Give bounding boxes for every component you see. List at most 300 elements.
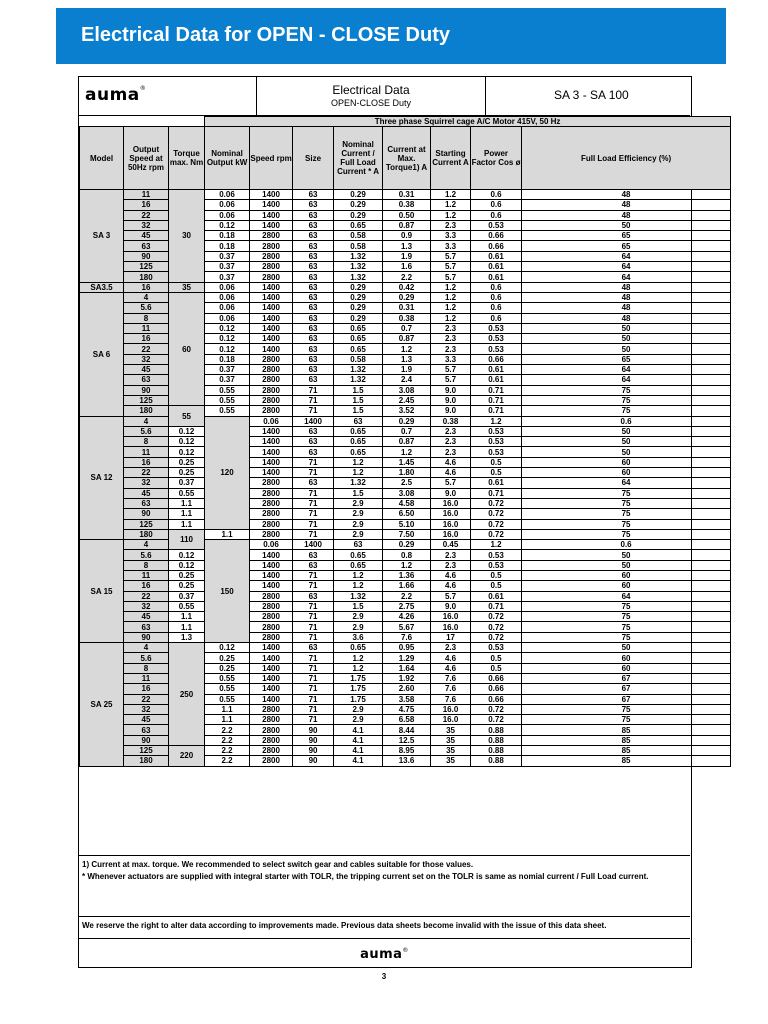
data-cell: 1400 [250, 313, 293, 323]
data-cell: 1.64 [383, 663, 431, 673]
data-cell: 0.25 [205, 663, 250, 673]
data-cell: 0.12 [205, 323, 250, 333]
output-speed-cell: 180 [124, 756, 169, 766]
data-cell: 4.6 [431, 663, 471, 673]
data-cell: 63 [293, 190, 334, 200]
data-cell: 0.45 [431, 540, 471, 550]
data-cell: 35 [431, 746, 471, 756]
data-cell: 1.1 [169, 612, 205, 622]
data-cell: 4.6 [431, 581, 471, 591]
data-cell: 1400 [250, 292, 293, 302]
data-cell: 71 [293, 684, 334, 694]
data-cell: 2800 [250, 498, 293, 508]
data-cell: 71 [293, 488, 334, 498]
data-cell: 2.2 [205, 725, 250, 735]
data-cell: 64 [522, 375, 731, 385]
output-speed-cell: 125 [124, 395, 169, 405]
output-speed-cell: 4 [124, 292, 169, 302]
data-cell: 7.50 [383, 529, 431, 539]
header-banner [56, 8, 726, 64]
footer-auma-logo: auma® [360, 947, 409, 962]
data-cell: 75 [522, 385, 731, 395]
data-cell: 2800 [250, 395, 293, 405]
table-row [80, 282, 731, 292]
data-cell: 63 [293, 272, 334, 282]
data-cell: 63 [293, 251, 334, 261]
data-cell: 2800 [250, 241, 293, 251]
data-cell: 0.29 [334, 303, 383, 313]
data-cell: 63 [293, 200, 334, 210]
data-cell: 1400 [250, 581, 293, 591]
data-cell: 0.53 [471, 426, 522, 436]
data-cell: 1400 [250, 303, 293, 313]
data-cell: 2.9 [334, 519, 383, 529]
data-cell: 48 [522, 292, 731, 302]
data-cell: 1.3 [169, 632, 205, 642]
data-cell: 1.2 [431, 303, 471, 313]
data-cell: 16.0 [431, 622, 471, 632]
data-cell: 1400 [250, 550, 293, 560]
data-cell: 2.2 [205, 735, 250, 745]
data-cell: 2800 [250, 488, 293, 498]
data-cell: 0.65 [334, 344, 383, 354]
output-speed-cell: 32 [124, 354, 169, 364]
output-speed-cell: 45 [124, 715, 169, 725]
data-cell: 71 [293, 612, 334, 622]
column-header: Model [80, 127, 124, 190]
data-cell: 2800 [250, 365, 293, 375]
data-cell: 50 [522, 447, 731, 457]
data-cell: 63 [293, 550, 334, 560]
data-cell: 0.53 [471, 643, 522, 653]
data-cell: 0.53 [471, 344, 522, 354]
data-cell: 0.88 [471, 746, 522, 756]
data-cell: 63 [293, 375, 334, 385]
data-cell: 2.9 [334, 622, 383, 632]
data-cell: 63 [293, 560, 334, 570]
data-cell: 1.2 [383, 344, 431, 354]
torque-cell: 55 [169, 406, 205, 427]
data-cell: 48 [522, 313, 731, 323]
data-cell: 0.7 [383, 323, 431, 333]
data-cell: 0.72 [471, 529, 522, 539]
output-speed-cell: 90 [124, 385, 169, 395]
data-cell: 71 [293, 529, 334, 539]
column-header: Starting Current A [431, 127, 471, 190]
data-cell: 63 [293, 365, 334, 375]
data-cell: 1400 [250, 694, 293, 704]
column-header-row [80, 127, 731, 190]
reserve-notice: We reserve the right to alter data according to improvements made. Previous data sheets become invalid with the issue of this data sheet. [79, 916, 690, 938]
data-cell: 0.6 [471, 190, 522, 200]
data-cell: 2800 [250, 622, 293, 632]
data-cell: 0.65 [334, 426, 383, 436]
data-cell: 2.3 [431, 550, 471, 560]
data-cell: 3.3 [431, 231, 471, 241]
data-cell: 1.2 [334, 468, 383, 478]
sheet-subtitle: OPEN-CLOSE Duty [330, 98, 412, 108]
data-cell: 64 [522, 251, 731, 261]
data-cell: 16.0 [431, 715, 471, 725]
data-cell: 5.10 [383, 519, 431, 529]
data-cell: 1400 [250, 323, 293, 333]
data-cell: 0.6 [471, 282, 522, 292]
data-cell: 1.5 [334, 406, 383, 416]
data-cell: 9.0 [431, 385, 471, 395]
data-cell: 5.7 [431, 262, 471, 272]
table-row [80, 519, 731, 529]
data-cell: 0.37 [205, 251, 250, 261]
data-cell: 2.45 [383, 395, 431, 405]
data-cell: 48 [522, 190, 731, 200]
data-cell: 1.66 [383, 581, 431, 591]
table-row [80, 560, 731, 570]
data-cell: 63 [293, 447, 334, 457]
data-cell: 5.67 [383, 622, 431, 632]
data-cell: 0.5 [471, 663, 522, 673]
data-cell: 1400 [250, 663, 293, 673]
torque-cell: 220 [169, 746, 205, 767]
data-cell: 1.5 [334, 385, 383, 395]
data-cell: 2800 [250, 231, 293, 241]
data-cell: 1400 [250, 468, 293, 478]
data-cell: 90 [293, 756, 334, 766]
data-cell: 64 [522, 272, 731, 282]
output-speed-cell: 4 [124, 540, 169, 550]
data-cell: 0.6 [471, 303, 522, 313]
data-cell: 71 [293, 704, 334, 714]
data-cell: 4.1 [334, 725, 383, 735]
data-cell: 3.3 [431, 354, 471, 364]
footnote-1: 1) Current at max. torque. We recommended to select switch gear and cables suitable for those values. [82, 860, 474, 869]
output-speed-cell: 32 [124, 478, 169, 488]
data-cell: 75 [522, 519, 731, 529]
data-cell: 48 [522, 303, 731, 313]
output-speed-cell: 8 [124, 313, 169, 323]
data-cell: 63 [293, 313, 334, 323]
data-cell: 0.9 [383, 231, 431, 241]
data-cell: 2800 [250, 746, 293, 756]
data-cell: 90 [293, 725, 334, 735]
data-cell: 0.38 [383, 313, 431, 323]
data-cell: 0.65 [334, 334, 383, 344]
model-range: SA 3 - SA 100 [554, 88, 629, 102]
data-cell: 50 [522, 426, 731, 436]
output-speed-cell: 45 [124, 488, 169, 498]
data-cell: 4.6 [431, 653, 471, 663]
sheet-title-cell [257, 77, 486, 116]
data-cell: 63 [293, 643, 334, 653]
data-cell: 0.72 [471, 498, 522, 508]
data-cell: 4.26 [383, 612, 431, 622]
data-cell: 1.9 [383, 251, 431, 261]
data-cell: 0.06 [205, 303, 250, 313]
data-cell: 5.7 [431, 591, 471, 601]
data-cell: 1.2 [334, 570, 383, 580]
data-cell: 35 [431, 725, 471, 735]
output-speed-cell: 63 [124, 375, 169, 385]
output-speed-cell: 22 [124, 591, 169, 601]
sheet-header [79, 77, 690, 116]
motor-header: Three phase Squirrel cage A/C Motor 415V, 50 Hz [205, 117, 731, 127]
data-cell: 0.12 [205, 643, 250, 653]
data-cell: 50 [522, 220, 731, 230]
data-cell: 8.95 [383, 746, 431, 756]
data-cell: 0.38 [383, 200, 431, 210]
data-cell: 0.06 [205, 200, 250, 210]
data-cell: 0.53 [471, 323, 522, 333]
data-cell: 1400 [250, 282, 293, 292]
output-speed-cell: 11 [124, 673, 169, 683]
data-cell: 0.12 [205, 344, 250, 354]
data-cell: 0.65 [334, 220, 383, 230]
data-cell: 1400 [250, 437, 293, 447]
data-cell: 0.88 [471, 735, 522, 745]
data-cell: 65 [522, 354, 731, 364]
data-cell: 71 [293, 653, 334, 663]
data-cell: 1.75 [334, 673, 383, 683]
data-cell: 0.6 [471, 313, 522, 323]
data-cell: 16.0 [431, 498, 471, 508]
data-cell: 0.65 [334, 550, 383, 560]
data-cell: 1.6 [383, 262, 431, 272]
output-speed-cell: 180 [124, 272, 169, 282]
data-cell: 0.61 [471, 251, 522, 261]
data-cell: 0.29 [383, 292, 431, 302]
data-cell: 1.32 [334, 478, 383, 488]
data-cell: 1400 [250, 653, 293, 663]
data-cell: 1.75 [334, 694, 383, 704]
output-speed-cell: 16 [124, 282, 169, 292]
data-cell: 0.06 [205, 313, 250, 323]
data-cell: 75 [522, 406, 731, 416]
data-cell: 0.55 [205, 684, 250, 694]
model-cell: SA3.5 [80, 282, 124, 292]
data-cell: 9.0 [431, 488, 471, 498]
data-cell: 2800 [250, 272, 293, 282]
data-cell: 0.61 [471, 365, 522, 375]
data-cell: 6.58 [383, 715, 431, 725]
data-cell: 13.6 [383, 756, 431, 766]
data-cell: 1.32 [334, 365, 383, 375]
data-cell: 2.3 [431, 437, 471, 447]
data-cell: 3.52 [383, 406, 431, 416]
column-header: Full Load Efficiency (%) [522, 127, 731, 190]
data-cell: 0.66 [471, 673, 522, 683]
data-cell: 0.53 [471, 447, 522, 457]
data-cell: 1400 [250, 344, 293, 354]
data-cell: 65 [522, 231, 731, 241]
data-cell: 1.2 [334, 457, 383, 467]
data-cell: 3.08 [383, 385, 431, 395]
data-cell: 4.6 [431, 457, 471, 467]
data-cell: 1.1 [169, 509, 205, 519]
data-cell: 0.25 [169, 581, 205, 591]
data-cell: 4.1 [334, 735, 383, 745]
data-cell: 85 [522, 746, 731, 756]
data-cell: 5.7 [431, 375, 471, 385]
data-cell: 0.87 [383, 437, 431, 447]
data-cell: 0.61 [471, 478, 522, 488]
data-cell: 1400 [293, 540, 334, 550]
data-cell: 2.2 [383, 591, 431, 601]
data-cell: 2.3 [431, 426, 471, 436]
data-cell: 0.25 [169, 468, 205, 478]
output-speed-cell: 45 [124, 612, 169, 622]
data-cell: 1.75 [334, 684, 383, 694]
table-row [80, 643, 731, 653]
data-cell: 0.55 [169, 601, 205, 611]
output-speed-cell: 5.6 [124, 653, 169, 663]
data-cell: 1400 [250, 560, 293, 570]
output-speed-cell: 90 [124, 251, 169, 261]
data-cell: 4.75 [383, 704, 431, 714]
data-cell: 85 [522, 735, 731, 745]
data-cell: 0.71 [471, 385, 522, 395]
data-cell: 1.2 [471, 416, 522, 426]
output-speed-cell: 8 [124, 560, 169, 570]
data-cell: 0.53 [471, 334, 522, 344]
table-row [80, 591, 731, 601]
data-cell: 71 [293, 395, 334, 405]
data-cell: 64 [522, 262, 731, 272]
data-cell: 2800 [250, 354, 293, 364]
data-cell: 4.6 [431, 468, 471, 478]
torque-cell: 35 [169, 282, 205, 292]
data-cell: 0.65 [334, 437, 383, 447]
data-cell: 3.58 [383, 694, 431, 704]
data-cell: 0.53 [471, 437, 522, 447]
data-cell: 63 [334, 540, 383, 550]
data-cell: 50 [522, 334, 731, 344]
table-row [80, 622, 731, 632]
footnotes [79, 855, 690, 916]
data-cell: 0.29 [334, 190, 383, 200]
output-speed-cell: 5.6 [124, 426, 169, 436]
data-cell: 71 [293, 498, 334, 508]
data-cell: 50 [522, 550, 731, 560]
data-cell: 71 [293, 673, 334, 683]
data-cell: 0.61 [471, 375, 522, 385]
data-cell: 0.29 [334, 210, 383, 220]
table-row [80, 746, 731, 756]
data-cell: 75 [522, 498, 731, 508]
data-cell: 0.71 [471, 395, 522, 405]
data-cell: 0.72 [471, 612, 522, 622]
data-cell: 65 [522, 241, 731, 251]
data-cell: 2800 [250, 756, 293, 766]
data-cell: 1.1 [169, 519, 205, 529]
data-cell: 0.25 [169, 570, 205, 580]
data-cell: 63 [293, 303, 334, 313]
data-cell: 50 [522, 437, 731, 447]
output-speed-cell: 63 [124, 241, 169, 251]
data-cell: 90 [293, 735, 334, 745]
data-cell: 0.12 [169, 437, 205, 447]
output-speed-cell: 16 [124, 684, 169, 694]
data-cell: 1.1 [169, 622, 205, 632]
data-cell: 16.0 [431, 704, 471, 714]
output-speed-cell: 180 [124, 529, 169, 539]
data-cell: 1400 [250, 334, 293, 344]
data-cell: 63 [293, 241, 334, 251]
data-cell: 2800 [250, 601, 293, 611]
data-cell: 63 [293, 262, 334, 272]
output-speed-cell: 22 [124, 468, 169, 478]
data-cell: 1.5 [334, 488, 383, 498]
data-cell: 0.18 [205, 354, 250, 364]
data-cell: 60 [522, 570, 731, 580]
data-cell: 2800 [250, 591, 293, 601]
data-cell: 67 [522, 673, 731, 683]
output-speed-cell: 16 [124, 334, 169, 344]
data-cell: 1.80 [383, 468, 431, 478]
data-cell: 1400 [250, 447, 293, 457]
data-cell: 0.55 [205, 694, 250, 704]
data-cell: 1400 [250, 673, 293, 683]
data-cell: 1400 [250, 190, 293, 200]
output-speed-cell: 90 [124, 632, 169, 642]
data-cell: 63 [293, 334, 334, 344]
data-cell: 50 [522, 344, 731, 354]
data-cell: 2.9 [334, 715, 383, 725]
torque-cell: 60 [169, 292, 205, 405]
electrical-data-table [79, 116, 731, 767]
data-cell: 1.29 [383, 653, 431, 663]
data-cell: 0.58 [334, 231, 383, 241]
data-cell: 63 [293, 220, 334, 230]
data-cell: 0.12 [205, 220, 250, 230]
data-cell: 48 [522, 210, 731, 220]
data-cell: 64 [522, 478, 731, 488]
data-cell: 2.75 [383, 601, 431, 611]
model-cell: SA 25 [80, 643, 124, 767]
data-cell: 48 [522, 282, 731, 292]
data-cell: 0.66 [471, 694, 522, 704]
data-cell: 8.44 [383, 725, 431, 735]
data-cell: 1.32 [334, 375, 383, 385]
auma-logo: auma® [85, 85, 147, 105]
output-speed-cell: 5.6 [124, 550, 169, 560]
data-cell: 1.32 [334, 262, 383, 272]
data-sheet [78, 76, 692, 968]
data-cell: 60 [522, 457, 731, 467]
data-cell: 63 [293, 344, 334, 354]
data-cell: 71 [293, 663, 334, 673]
data-cell: 2800 [250, 735, 293, 745]
data-cell: 0.88 [471, 756, 522, 766]
data-cell: 0.37 [205, 365, 250, 375]
data-cell: 1400 [250, 457, 293, 467]
data-cell: 0.25 [205, 653, 250, 663]
data-cell: 1.2 [334, 663, 383, 673]
data-cell: 1.2 [431, 282, 471, 292]
data-cell: 7.6 [431, 673, 471, 683]
data-cell: 1.2 [383, 447, 431, 457]
data-cell: 2.3 [431, 323, 471, 333]
data-cell: 63 [293, 426, 334, 436]
output-speed-cell: 11 [124, 323, 169, 333]
sheet-title: Electrical Data [332, 83, 410, 97]
data-cell: 0.06 [205, 282, 250, 292]
data-cell: 0.6 [471, 292, 522, 302]
data-cell: 0.29 [334, 200, 383, 210]
data-cell: 0.55 [205, 385, 250, 395]
data-cell: 0.18 [205, 241, 250, 251]
output-speed-cell: 11 [124, 190, 169, 200]
data-cell: 71 [293, 622, 334, 632]
column-header: Power Factor Cos ø [471, 127, 522, 190]
